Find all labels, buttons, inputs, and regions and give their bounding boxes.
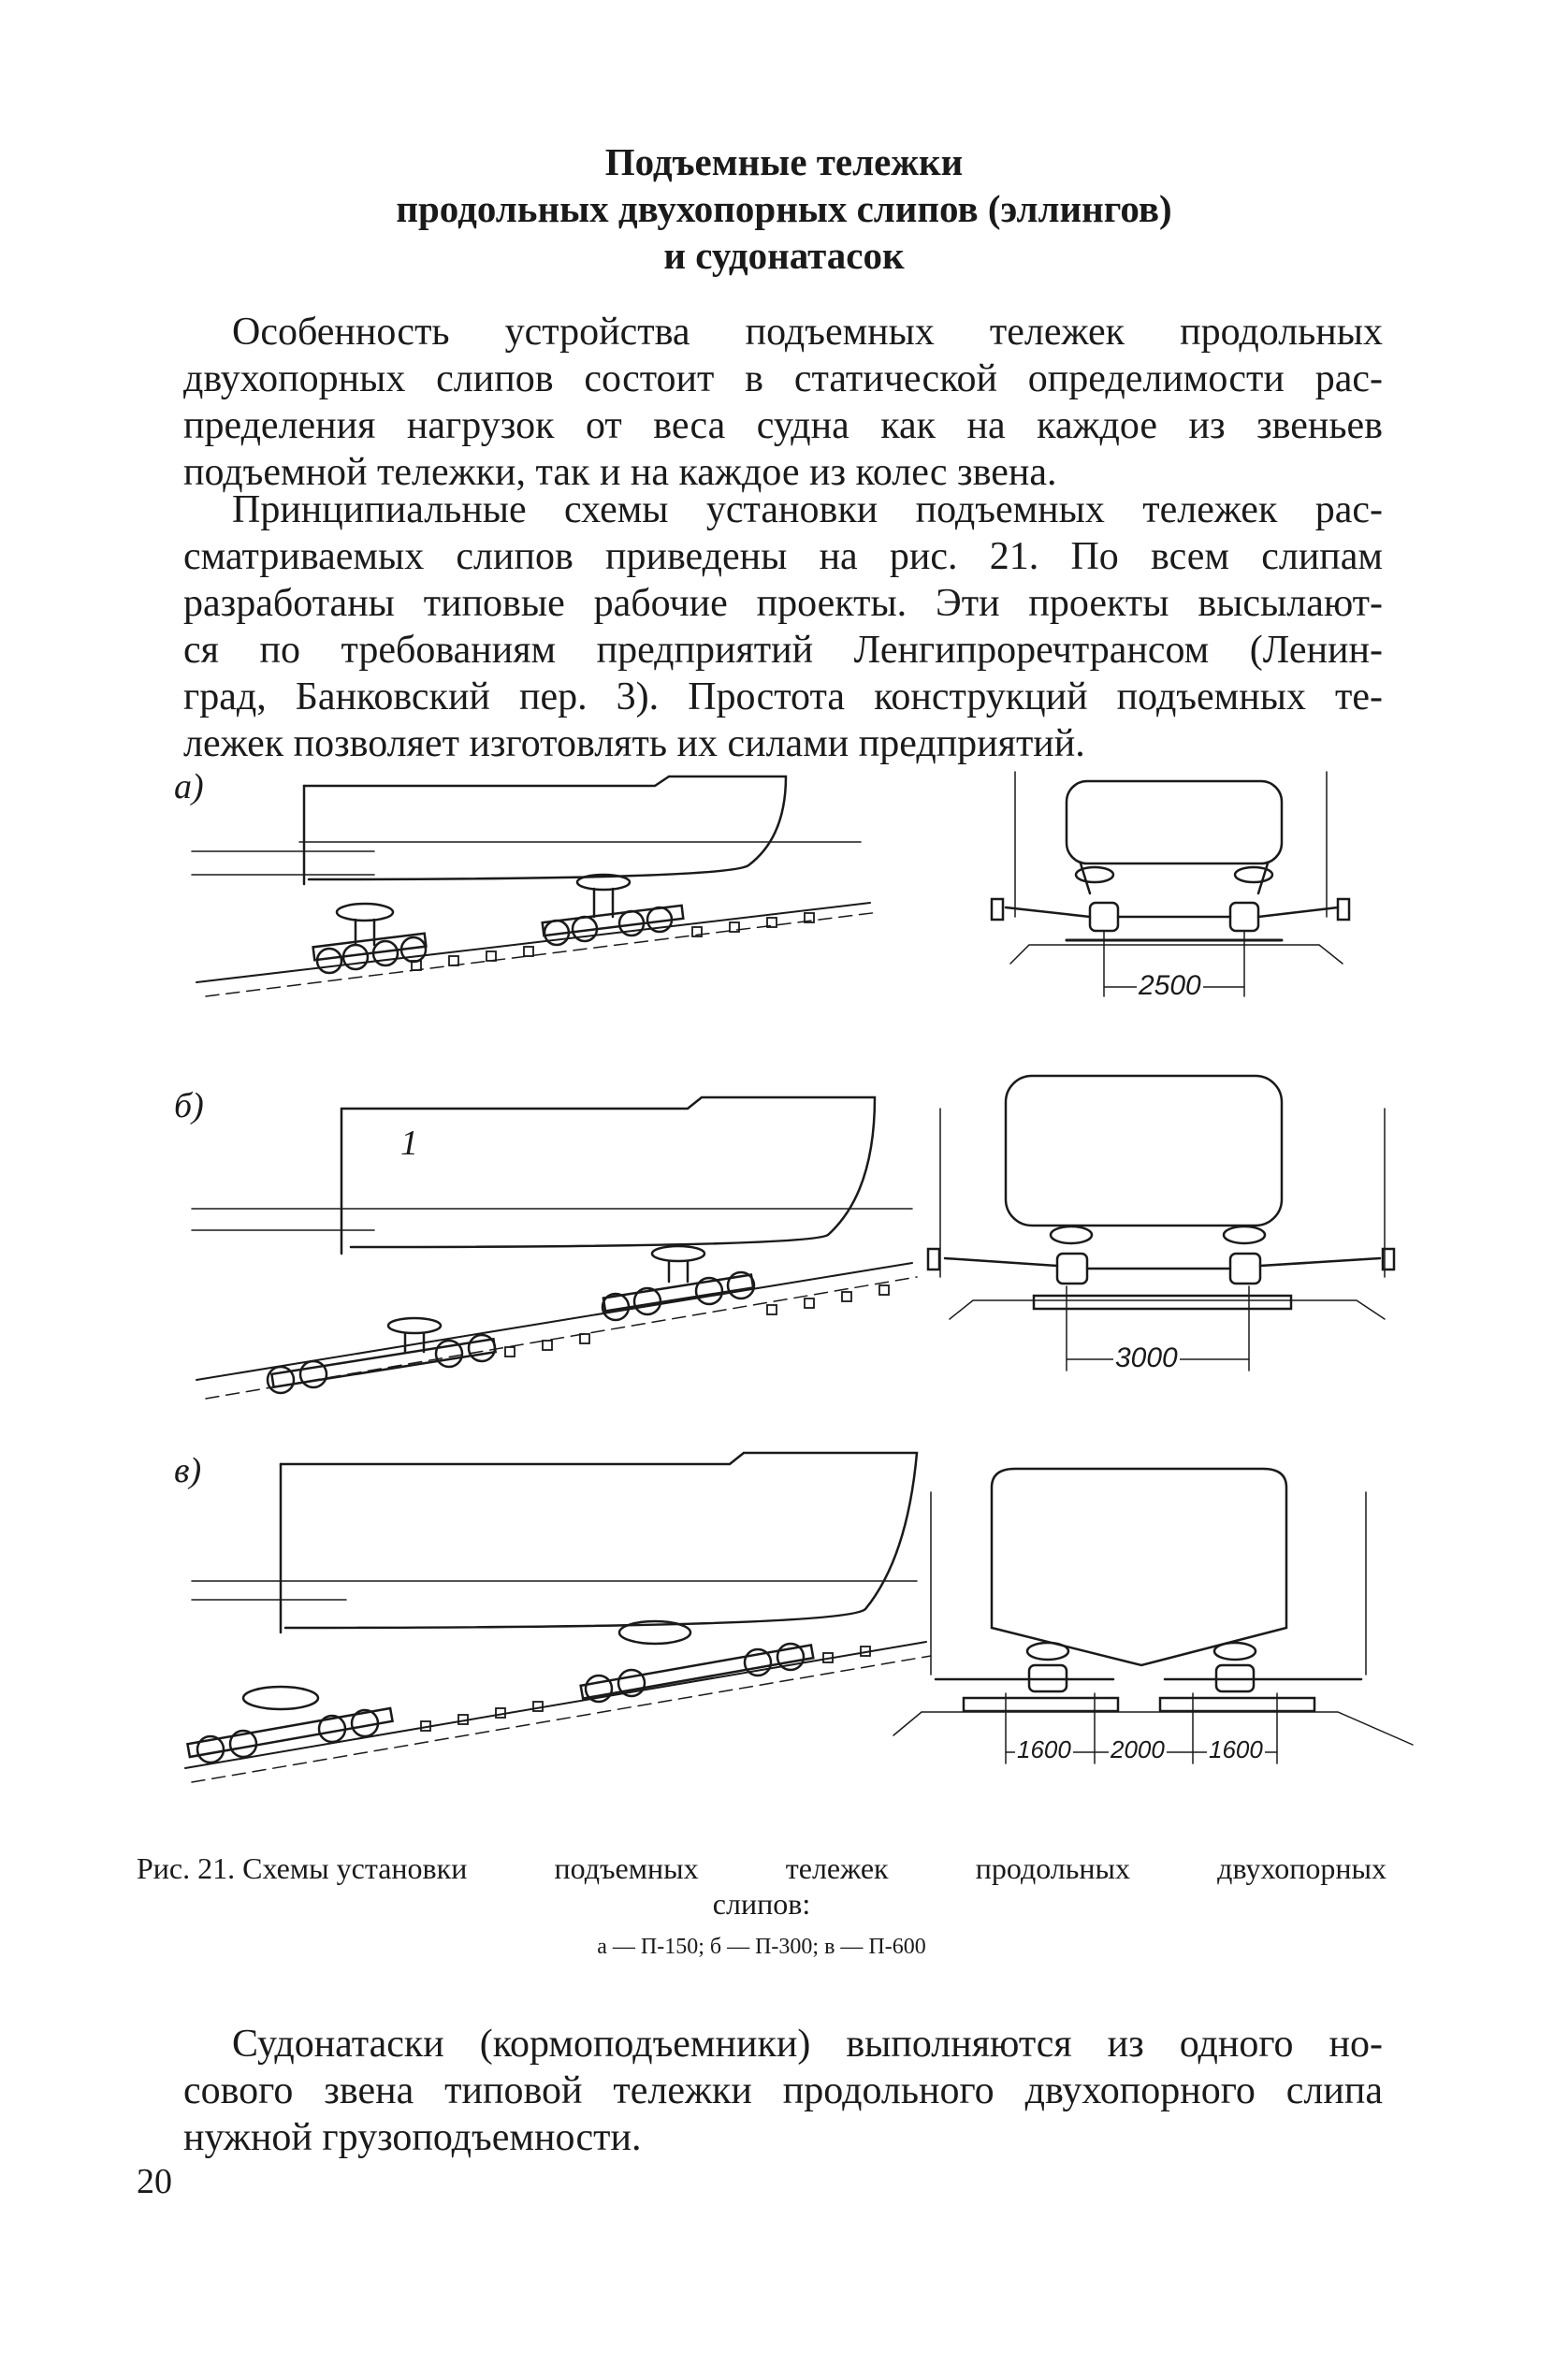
caption-legend: а — П-150; б — П-300; в — П-600 [597,1935,926,1959]
paragraph-1-line: подъемной тележки, так и на каждое из колес звена. [183,451,1057,494]
panel-a-side-view [192,776,879,996]
caption-word: подъемных [554,1851,699,1885]
caption-line-1 [137,1850,1387,1886]
paragraph-2-line: град, Банковский пер. 3). Простота конструкций подъемных те- [183,675,1383,718]
paragraph-2-line: сматриваемых слипов приведены на рис. 21. По всем слипам [183,535,1383,578]
panel-b-section [928,1076,1394,1371]
caption-word: тележек [785,1851,889,1885]
panel-b-label: б) [174,1086,204,1125]
paragraph-3-line: сового звена типовой тележки продольного двухопорного слипа [183,2069,1383,2112]
figure-caption [137,1850,1387,1965]
dimension-c-1: 1600 [1017,1735,1071,1763]
caption-word: двухопорных [1217,1851,1387,1885]
caption-word: продольных [975,1851,1130,1885]
page-number: 20 [137,2162,172,2201]
panel-c-label: в) [174,1451,202,1490]
paragraph-2-line: разработаны типовые рабочие проекты. Эти проекты высылают- [183,582,1383,625]
panel-c-side-view [185,1453,931,1782]
heading-line-3: и судонатасок [663,234,905,277]
caption-line-2: слипов: [712,1887,811,1921]
dimension-c-2: 2000 [1111,1735,1165,1763]
panel-a-section [992,772,1349,996]
paragraph-2 [183,486,1383,767]
paragraph-1 [183,309,1383,496]
dimension-b: 3000 [1115,1342,1178,1373]
paragraph-1-line: двухопорных слипов состоит в статической определимости рас- [183,357,1383,400]
paragraph-1-line: Особенность устройства подъемных тележек продольных [232,311,1383,354]
figure-drawing [168,753,1422,1829]
panel-a-label: а) [174,767,204,806]
paragraph-2-line: ся по требованиям предприятий Ленгипроречтрансом (Ленин- [183,629,1383,672]
dimension-a: 2500 [1139,970,1201,1001]
heading-line-1: Подъемные тележки [604,140,964,183]
paragraph-3-line: Судонатаски (кормоподъемники) выполняются из одного но- [232,2023,1383,2066]
panel-b-side-view [192,1097,917,1399]
paragraph-2-line: Принципиальные схемы установки подъемных тележек рас- [232,488,1383,531]
paragraph-2-line: лежек позволяет изготовлять их силами предприятий. [183,722,1085,765]
paragraph-3 [183,2021,1383,2161]
caption-word: Рис. 21. Схемы установки [137,1851,468,1885]
dimension-c-3: 1600 [1209,1735,1263,1763]
paragraph-3-line: нужной грузоподъемности. [183,2116,642,2159]
heading-line-2: продольных двухопорных слипов (эллингов) [396,187,1172,230]
panel-c-section [893,1469,1413,1763]
paragraph-1-line: пределения нагрузок от веса судна как на каждое из звеньев [183,404,1383,447]
section-heading [0,138,1568,279]
callout-1: 1 [400,1124,418,1163]
figure-21 [168,753,1422,1829]
